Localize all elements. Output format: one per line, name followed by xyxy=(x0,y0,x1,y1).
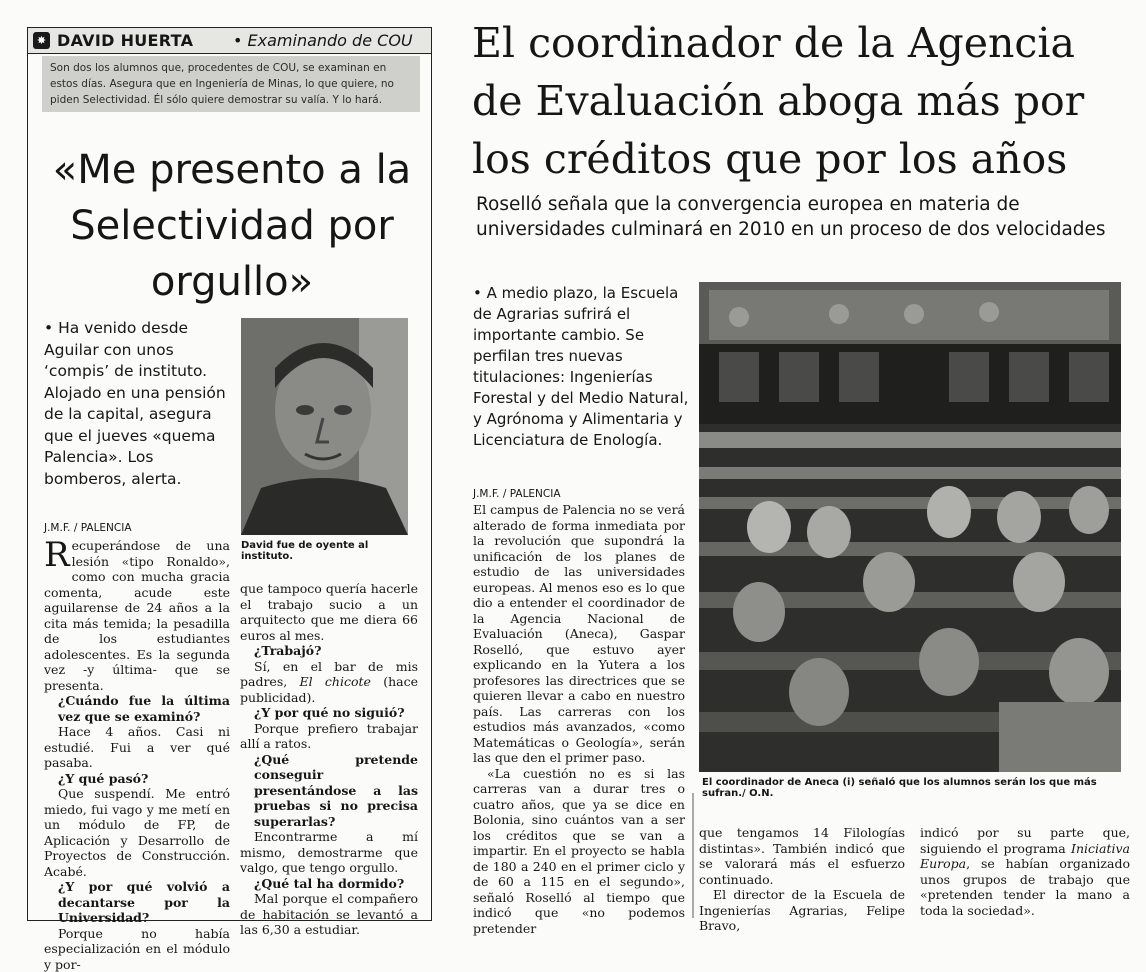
left-lead: • Ha venido desde Aguilar con unos ‘compis’ de instituto. Alojado en una pensión de la capital, asegura que el jueves «quema Palencia». Los bomberos, alerta. xyxy=(44,318,230,490)
author-header-bar xyxy=(27,27,432,54)
column-divider xyxy=(692,793,694,918)
conference-caption: El coordinador de Aneca (i) señaló que los alumnos serán los que más sufran./ O.N. xyxy=(702,777,1142,799)
question-4: ¿Trabajó? xyxy=(240,643,418,659)
answer-5: Porque prefiero trabajar allí a ratos. xyxy=(240,721,418,752)
right-lead: • A medio plazo, la Escuela de Agrarias sufrirá el importante cambio. Se perfilan tres nuevas titulaciones: Ingenierías Forestal y del Medio Natural, y Agrónoma y Alimentaria y Licenciatura de Enología. xyxy=(473,283,691,451)
right-body-column xyxy=(473,502,685,936)
question-3: ¿Y por qué volvió a decantarse por la Universidad? xyxy=(44,879,230,926)
intro-text: Son dos los alumnos que, procedentes de COU, se examinan en estos días. Asegura que en Ingeniería de Minas, lo que quiere, no piden Selectividad. Él sólo quiere demostrar su valía. Y lo hará. xyxy=(50,60,410,108)
answer-2: Que suspendí. Me entró miedo, fui vago y me metí en un módulo de FP, de Aplicación y Desarrollo de Proyectos de Construcción. Acabé. xyxy=(44,786,230,879)
bottom-paragraph-3 xyxy=(920,825,1130,918)
subheadline: Roselló señala que la convergencia europea en materia de universidades culminará en 2010 en un proceso de dos velocidades xyxy=(476,192,1146,242)
left-byline: J.M.F. / PALENCIA xyxy=(44,522,132,534)
question-5: ¿Y por qué no siguió? xyxy=(240,705,418,721)
bottom-column-1 xyxy=(699,825,905,934)
newspaper-logo-icon: ✸ xyxy=(33,32,50,49)
portrait-image xyxy=(241,318,408,535)
answer-4 xyxy=(240,659,418,706)
right-paragraph-2: «La cuestión no es si las carreras van a durar tres o cuatro años, que ya se dice en Bolonia, sino cuántos van a ser los créditos que se van a impartir. En el proyecto se habla de 180 a 240 en el primer ciclo y de 60 a 115 en el segundo», señaló Roselló al tiempo que indicó que «no podemos pretender xyxy=(473,766,685,937)
bottom-paragraph-2: El director de la Escuela de Ingenierías Agrarias, Felipe Bravo, xyxy=(699,887,905,934)
right-byline: J.M.F. / PALENCIA xyxy=(473,488,561,500)
answer-4-text: Sí, en el bar de mis padres, xyxy=(240,659,418,690)
right-paragraph-1: El campus de Palencia no se verá alterado de forma inmediata por la revolución que supondrá la unificación de los planes de estudio de las universidades europeas. Al menos eso es lo que dio a entender el coordinador de la Agencia Nacional de Evaluación (Aneca), Gaspar Roselló, que estuvo ayer explicando en la Yutera a los profesores las directrices que se quieren llevar a cabo en nuestro país. Las carreras con los estudios más avanzados, «como Matemáticas o Geología», serán las que den el primer paso. xyxy=(473,502,685,766)
question-1: ¿Cuándo fue la última vez que se examinó? xyxy=(44,693,230,724)
bottom-text-start: indicó por su parte que, siguiendo el programa xyxy=(920,825,1130,856)
question-2: ¿Y qué pasó? xyxy=(44,771,230,787)
question-6: ¿Qué pretende conseguir presentándose a las pruebas si no precisa superarlas? xyxy=(240,752,418,830)
answer-7: Mal porque el compañero de habitación se levantó a las 6,30 a estudiar. xyxy=(240,891,418,938)
bottom-paragraph-1: que tengamos 14 Filologías distintas». También indicó que se valorará más el esfuerzo continuado. xyxy=(699,825,905,887)
drop-cap: R xyxy=(44,540,70,570)
answer-4-text-end: (hace publicidad). xyxy=(240,674,418,705)
author-name: DAVID HUERTA xyxy=(57,31,193,50)
answer-6: Encontrarme a mí mismo, demostrarme que valgo, que tengo orgullo. xyxy=(240,829,418,876)
portrait-photo xyxy=(241,318,408,535)
left-headline: «Me presento a la Selectividad por orgullo» xyxy=(40,142,424,310)
left-body-column-2 xyxy=(240,581,418,938)
conference-photo xyxy=(699,282,1121,772)
section-label: • Examinando de COU xyxy=(233,31,413,50)
left-paragraph-1: ecuperándose de una lesión «tipo Ronaldo», como con mucha gracia comenta, acude este aguilarense de 24 años a la cita más temida; la pesadilla de los estudiantes adolescentes. Es la segunda vez -y última- que se presenta. xyxy=(44,538,230,693)
left-col2-paragraph: que tampoco quería hacerle el trabajo sucio a un arquitecto que me diera 66 euros al mes. xyxy=(240,581,418,643)
main-headline: El coordinador de la Agencia de Evaluación aboga más por los créditos que por los años xyxy=(472,14,1132,188)
question-7: ¿Qué tal ha dormido? xyxy=(240,876,418,892)
program-name: Iniciativa Europa xyxy=(920,841,1130,872)
answer-1: Hace 4 años. Casi ni estudié. Fui a ver qué pasaba. xyxy=(44,724,230,771)
bottom-column-2 xyxy=(920,825,1130,918)
left-body-column-1 xyxy=(44,538,230,972)
portrait-caption: David fue de oyente al instituto. xyxy=(241,540,421,562)
answer-3: Porque no había especialización en el módulo y por- xyxy=(44,926,230,972)
bottom-text-end: , se habían organizado unos grupos de trabajo que «pretenden tender la mano a toda la sociedad». xyxy=(920,856,1130,918)
conference-image xyxy=(699,282,1121,772)
bar-name: El chicote xyxy=(300,674,371,689)
